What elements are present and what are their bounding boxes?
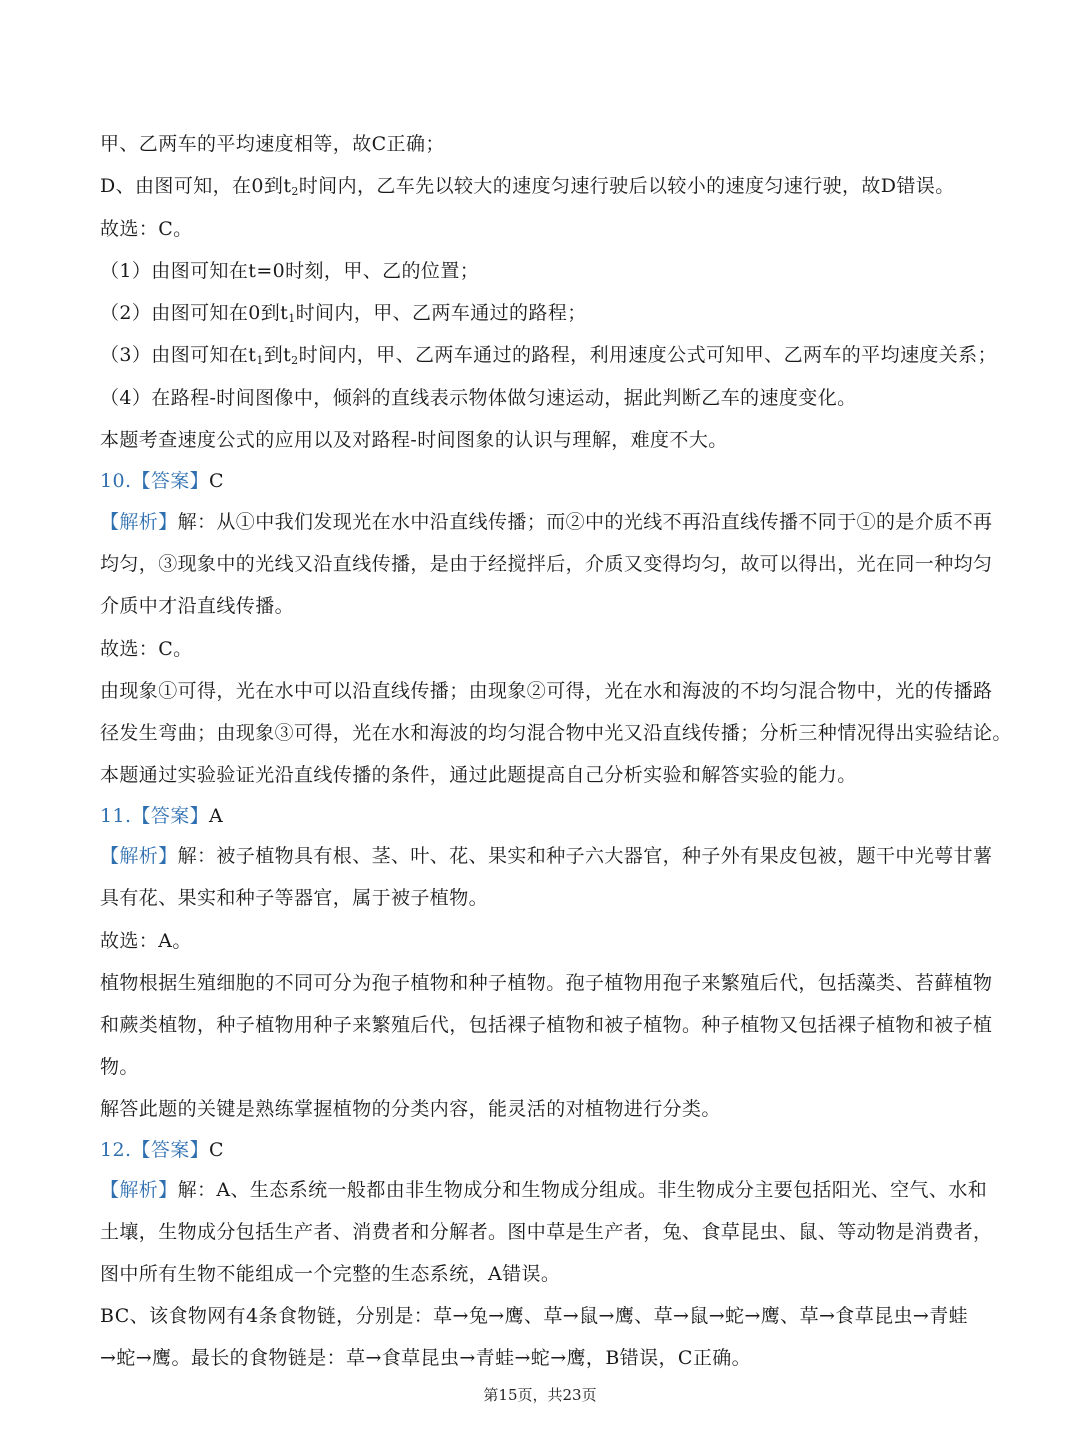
text-line: 土壤，生物成分包括生产者、消费者和分解者。图中草是生产者，兔、食草昆虫、鼠、等动物是消费者， [100,1221,993,1243]
text-line: 解答此题的关键是熟练掌握植物的分类内容，能灵活的对植物进行分类。 [100,1098,721,1120]
analysis-label: 【解析】 [100,845,178,867]
analysis-label: 【解析】 [100,511,178,533]
analysis-label: 【解析】 [100,1179,178,1201]
analysis-line: 【解析】解：A、生态系统一般都由非生物成分和生物成分组成。非生物成分主要包括阳光、空气、水和 [100,1179,988,1201]
text-line: 均匀，③现象中的光线又沿直线传播，是由于经搅拌后，介质又变得均匀，故可以得出，光在同一种均匀 [100,553,993,575]
answer-label: 11.【答案】 [100,805,210,827]
text-line: 图中所有生物不能组成一个完整的生态系统，A错误。 [100,1263,561,1285]
text-line: 介质中才沿直线传播。 [100,595,295,617]
text-line: 径发生弯曲；由现象③可得，光在水和海波的均匀混合物中光又沿直线传播；分析三种情况得出实验结论。 [100,722,1012,744]
text-line: （3）由图可知在$t_1$到$t_2$时间内，甲、乙两车通过的路程，利用速度公式可知甲、乙两车的平均速度关系； [100,344,997,367]
text-line: （2）由图可知在0到$t_1$时间内，甲、乙两车通过的路程； [100,302,587,325]
text-line: 故选：C。 [100,218,193,240]
text-line: 故选：C。 [100,638,193,660]
answer-heading: 10.【答案】C [100,470,224,492]
text-line: 故选：A。 [100,930,192,952]
text-line: BC、该食物网有4条食物链，分别是：草→兔→鹰、草→鼠→鹰、草→鼠→蛇→鹰、草→食草昆虫→青蛙 [100,1305,969,1327]
text-line: 植物根据生殖细胞的不同可分为孢子植物和种子植物。孢子植物用孢子来繁殖后代，包括藻类、苔藓植物 [100,972,993,994]
text-line: 本题考查速度公式的应用以及对路程-时间图象的认识与理解，难度不大。 [100,429,728,451]
text-line: 由现象①可得，光在水中可以沿直线传播；由现象②可得，光在水和海波的不均匀混合物中，光的传播路 [100,680,993,702]
answer-heading: 11.【答案】A [100,805,224,827]
text-line: D、由图可知，在0到$t_2$时间内，乙车先以较大的速度匀速行驶后以较小的速度匀速行驶，故D错误。 [100,175,955,198]
text-line: （1）由图可知在t=0时刻，甲、乙的位置； [100,260,480,282]
text-line: 甲、乙两车的平均速度相等，故C正确； [100,133,445,155]
analysis-line: 【解析】解：被子植物具有根、茎、叶、花、果实和种子六大器官，种子外有果皮包被，题干中光萼甘薯 [100,845,993,867]
text-line: 本题通过实验验证光沿直线传播的条件，通过此题提高自己分析实验和解答实验的能力。 [100,764,857,786]
text-line: 物。 [100,1056,139,1078]
text-line: 具有花、果实和种子等器官，属于被子植物。 [100,887,489,909]
text-line: （4）在路程-时间图像中，倾斜的直线表示物体做匀速运动，据此判断乙车的速度变化。 [100,387,857,409]
text-line: →蛇→鹰。最长的食物链是：草→食草昆虫→青蛙→蛇→鹰，B错误，C正确。 [100,1347,752,1369]
text-line: 和蕨类植物，种子植物用种子来繁殖后代，包括裸子植物和被子植物。种子植物又包括裸子植物和被子植 [100,1014,993,1036]
answer-label: 10.【答案】 [100,470,210,492]
analysis-line: 【解析】解：从①中我们发现光在水中沿直线传播；而②中的光线不再沿直线传播不同于①的是介质不再 [100,511,993,533]
page-footer: 第15页，共23页 [483,1386,597,1404]
answer-label: 12.【答案】 [100,1139,210,1161]
answer-heading: 12.【答案】C [100,1139,224,1161]
